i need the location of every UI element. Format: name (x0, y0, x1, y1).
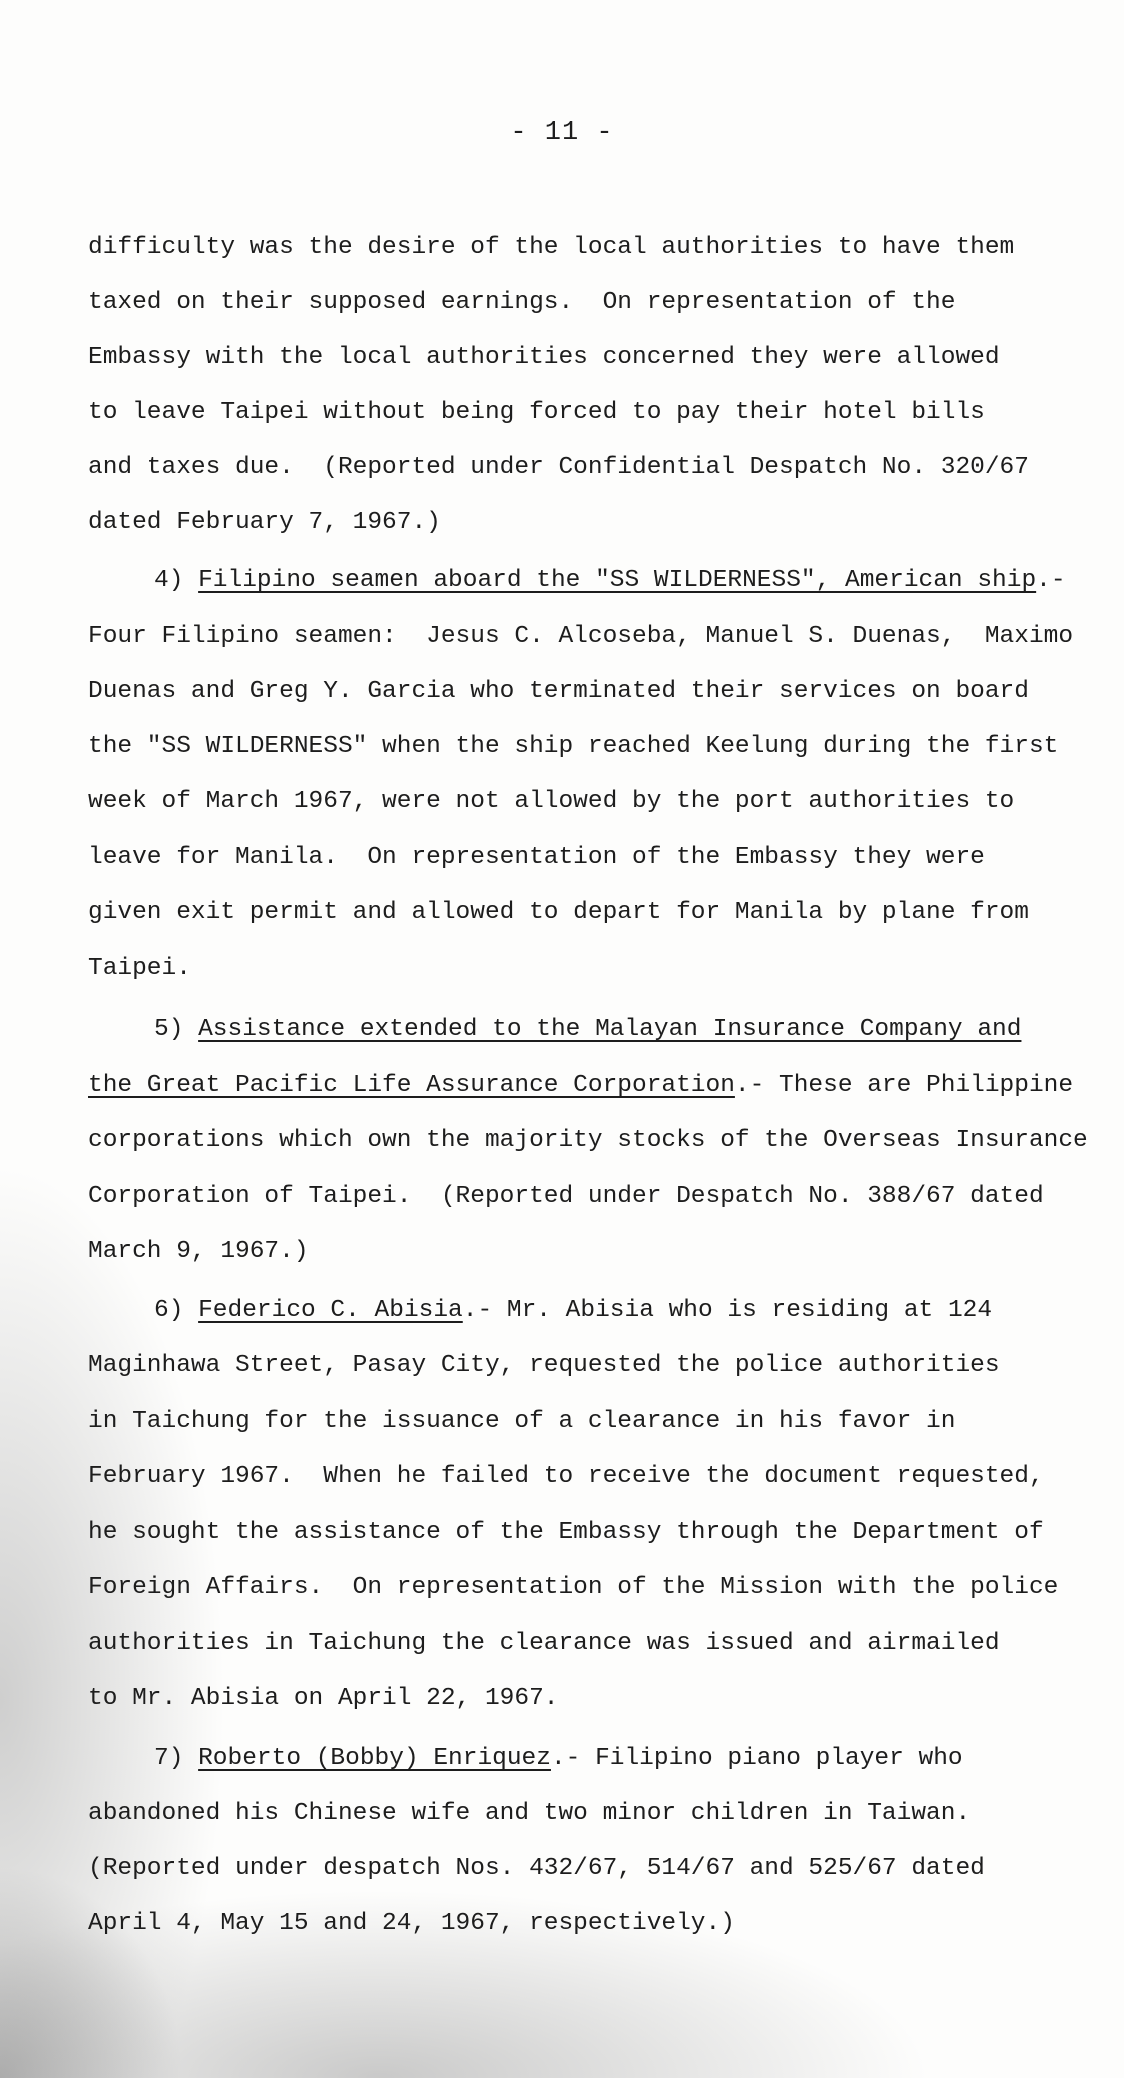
text-line: Foreign Affairs. On representation of the Mission with the police (88, 1574, 1059, 1601)
item-5-heading (154, 1018, 1021, 1043)
text-line: Taipei. (88, 955, 191, 982)
item-5-title-line2: the Great Pacific Life Assurance Corporation (88, 1072, 735, 1099)
text-line: April 4, May 15 and 24, 1967, respectively.) (88, 1910, 735, 1937)
text-line: February 1967. When he failed to receive the document requested, (88, 1463, 1044, 1490)
text-line: Embassy with the local authorities concerned they were allowed (88, 344, 1000, 371)
item-4-title-suffix: .- (1036, 567, 1066, 594)
item-4-title: Filipino seamen aboard the "SS WILDERNESS", American ship (198, 567, 1037, 594)
text-line: dated February 7, 1967.) (88, 509, 441, 536)
page-number: - 11 - (510, 118, 614, 148)
item-7-title: Roberto (Bobby) Enriquez (198, 1745, 551, 1772)
text-line: March 9, 1967.) (88, 1238, 309, 1265)
text-line: the "SS WILDERNESS" when the ship reached Keelung during the first (88, 733, 1059, 760)
text-line: Maginhawa Street, Pasay City, requested the police authorities (88, 1352, 1000, 1379)
text-line: abandoned his Chinese wife and two minor children in Taiwan. (88, 1800, 971, 1827)
text-line: corporations which own the majority stocks of the Overseas Insurance (88, 1127, 1088, 1154)
item-6-heading (154, 1299, 992, 1324)
text-line: difficulty was the desire of the local authorities to have them (88, 234, 1015, 261)
item-7-title-suffix: .- Filipino piano player who (550, 1745, 963, 1772)
text-line: in Taichung for the issuance of a clearance in his favor in (88, 1408, 956, 1435)
item-number: 5) (154, 1016, 184, 1043)
item-5-title: Assistance extended to the Malayan Insurance Company and (198, 1016, 1022, 1043)
item-5-heading-continued (88, 1074, 1073, 1099)
text-line: he sought the assistance of the Embassy through the Department of (88, 1519, 1044, 1546)
item-4-heading (154, 569, 1066, 594)
text-line: leave for Manila. On representation of the Embassy they were (88, 844, 985, 871)
text-line: taxed on their supposed earnings. On representation of the (88, 289, 956, 316)
text-line: Duenas and Greg Y. Garcia who terminated their services on board (88, 678, 1029, 705)
text-line: week of March 1967, were not allowed by the port authorities to (88, 788, 1015, 815)
text-line: (Reported under despatch Nos. 432/67, 514/67 and 525/67 dated (88, 1855, 985, 1882)
item-number: 7) (154, 1745, 184, 1772)
text-line: to leave Taipei without being forced to pay their hotel bills (88, 399, 985, 426)
text-line: authorities in Taichung the clearance was issued and airmailed (88, 1630, 1000, 1657)
item-6-title-suffix: .- Mr. Abisia who is residing at 124 (462, 1297, 993, 1324)
item-number: 6) (154, 1297, 184, 1324)
item-7-heading (154, 1747, 963, 1772)
item-number: 4) (154, 567, 184, 594)
text-line: to Mr. Abisia on April 22, 1967. (88, 1685, 559, 1712)
item-6-title: Federico C. Abisia (198, 1297, 463, 1324)
item-5-title-suffix: .- These are Philippine (734, 1072, 1074, 1099)
text-line: and taxes due. (Reported under Confidential Despatch No. 320/67 (88, 454, 1029, 481)
text-line: Corporation of Taipei. (Reported under Despatch No. 388/67 dated (88, 1183, 1044, 1210)
text-line: Four Filipino seamen: Jesus C. Alcoseba, Manuel S. Duenas, Maximo (88, 623, 1074, 650)
text-line: given exit permit and allowed to depart for Manila by plane from (88, 899, 1029, 926)
